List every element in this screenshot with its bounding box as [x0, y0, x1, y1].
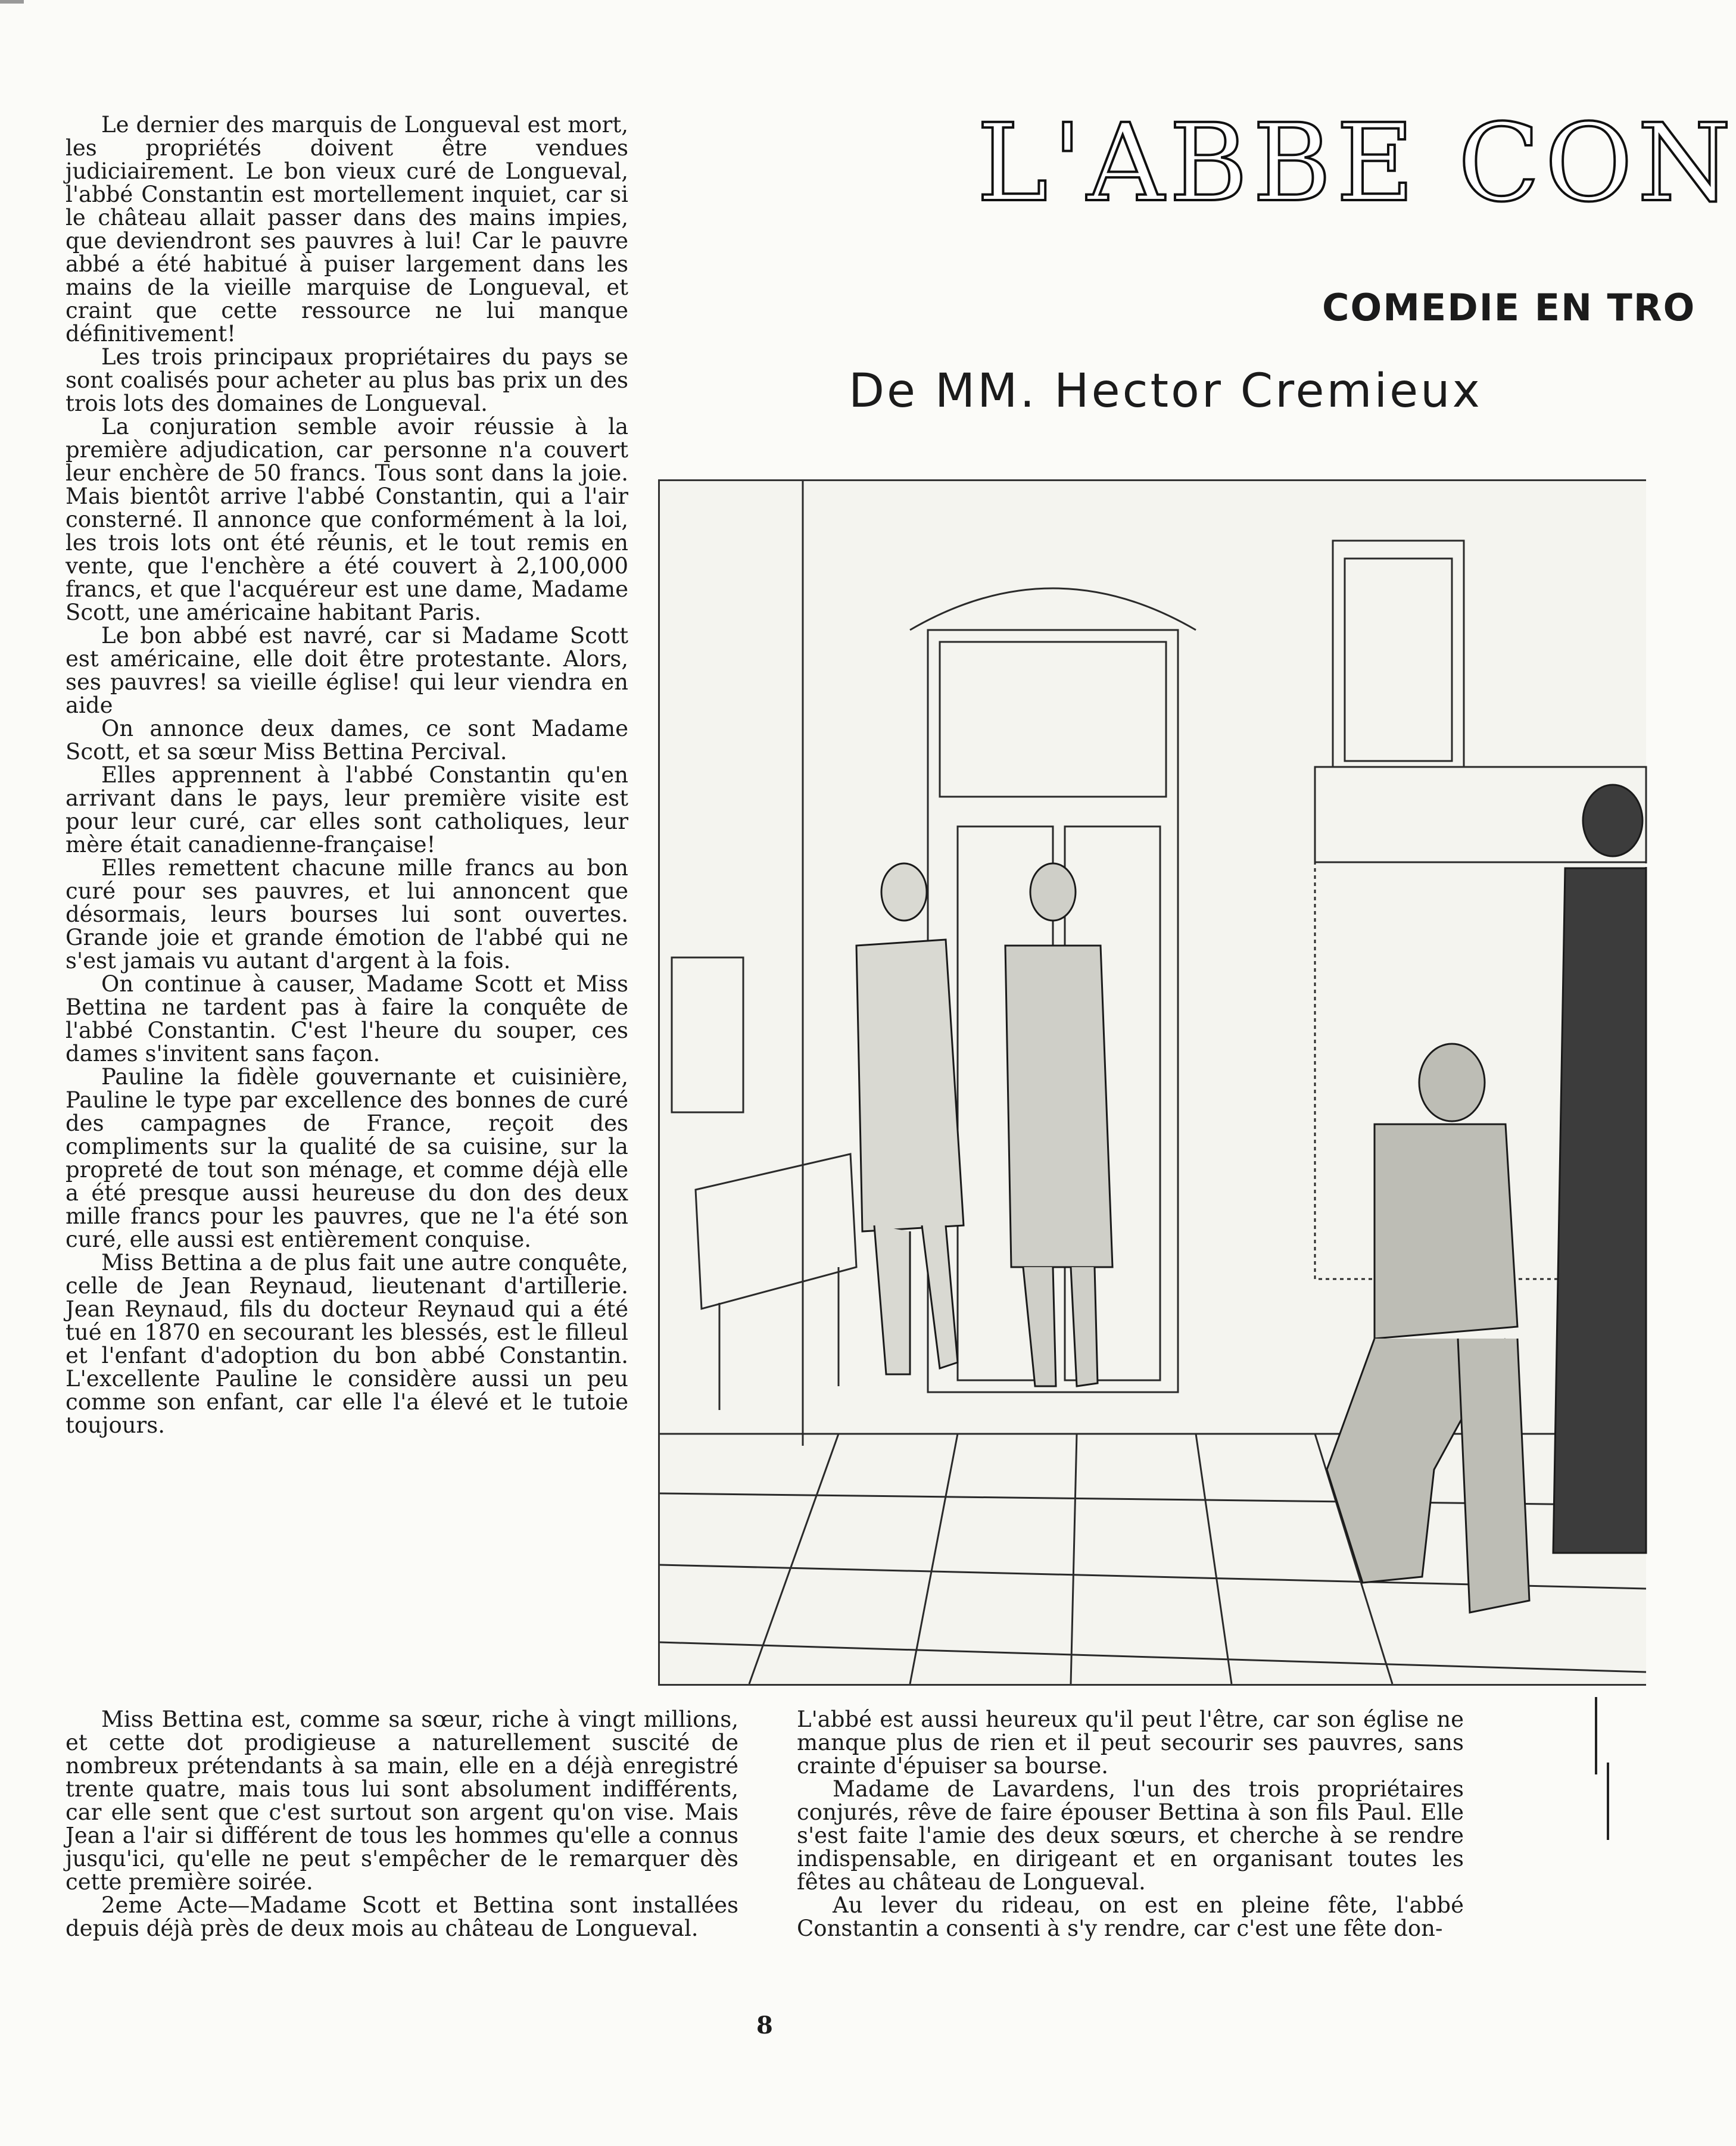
paragraph: Le bon abbé est navré, car si Madame Scott est américaine, elle doit être protestante. Alors, ses pauvres! sa vieille église! qui leur viendra en aide: [66, 623, 628, 718]
paragraph: Miss Bettina est, comme sa sœur, riche à vingt millions, et cette dot prodigieuse a naturellement suscité de nombreux prétendants à sa main, elle en a déjà enregistré trente quatre, mais tous lui sont absolument indifférents, car elle sent que c'est surtout son argent qu'on vise. Mais Jean a l'air si différent de tous les hommes qu'elle a connus jusqu'ici, qu'elle ne peut s'empêcher de le remarquer dès cette première soirée.: [66, 1707, 738, 1895]
article-authors: De MM. Hector Cremieux: [849, 364, 1482, 418]
margin-marks: [1584, 1697, 1620, 1840]
page-number: 8: [756, 2011, 773, 2039]
paragraph: Au lever du rideau, on est en pleine fête, l'abbé Constantin a consenti à s'y rendre, car c'est une fête don-: [797, 1892, 1464, 1941]
left-text-column: [66, 113, 628, 1437]
article-title: L'ABBE CON: [977, 101, 1736, 226]
bottom-right-text-column: [797, 1708, 1464, 1940]
paragraph: 2eme Acte—Madame Scott et Bettina sont installées depuis déjà près de deux mois au château de Longueval.: [66, 1892, 738, 1941]
paragraph: Pauline la fidèle gouvernante et cuisinière, Pauline le type par excellence des bonnes de curé des campagnes de France, reçoit des compliments sur la qualité de sa cuisine, sur la propreté de tout son ménage, et comme déjà elle a été presque aussi heureuse du don des deux mille francs pour les pauvres, que ne l'a été son curé, elle aussi est entièrement conquise.: [66, 1064, 628, 1252]
paragraph: On annonce deux dames, ce sont Madame Scott, et sa sœur Miss Bettina Percival.: [66, 716, 628, 765]
scene-drawing: [660, 481, 1646, 1684]
paragraph: Les trois principaux propriétaires du pays se sont coalisés pour acheter au plus bas prix un des trois lots des domaines de Longueval.: [66, 344, 628, 416]
paragraph: On continue à causer, Madame Scott et Miss Bettina ne tardent pas à faire la conquête de l'abbé Constantin. C'est l'heure du souper, ces dames s'invitent sans façon.: [66, 971, 628, 1066]
engraving-illustration: [658, 479, 1646, 1686]
paragraph: Le dernier des marquis de Longueval est mort, les propriétés doivent être vendues judiciairement. Le bon vieux curé de Longueval, l'abbé Constantin est mortellement inquiet, car si le château allait passer dans des mains impies, que deviendront ses pauvres à lui! Car le pauvre abbé a été habitué à puiser largement dans les mains de la vieille marquise de Longueval, et craint que cette ressource ne lui manque définitivement!: [66, 112, 628, 347]
paragraph: Elles remettent chacune mille francs au bon curé pour ses pauvres, et lui annoncent que désormais, leurs bourses lui sont ouvertes. Grande joie et grande émotion de l'abbé qui ne s'est jamais vu autant d'argent à la fois.: [66, 855, 628, 974]
paragraph: L'abbé est aussi heureux qu'il peut l'être, car son église ne manque plus de rien et il peut secourir ses pauvres, sans crainte d'épuiser sa bourse.: [797, 1707, 1464, 1779]
paragraph: Miss Bettina a de plus fait une autre conquête, celle de Jean Reynaud, lieutenant d'artillerie. Jean Reynaud, fils du docteur Reynaud qui a été tué en 1870 en secourant les blessés, est le filleul et l'enfant d'adoption du bon abbé Constantin. L'excellente Pauline le considère aussi un peu comme son enfant, car elle l'a élevé et le tutoie toujours.: [66, 1250, 628, 1438]
paragraph: Elles apprennent à l'abbé Constantin qu'en arrivant dans le pays, leur première visite est pour leur curé, car elles sont catholiques, leur mère était canadienne-française!: [66, 762, 628, 857]
article-subtitle: COMEDIE EN TRO: [1322, 286, 1696, 329]
paragraph: La conjuration semble avoir réussie à la première adjudication, car personne n'a couvert leur enchère de 50 francs. Tous sont dans la joie. Mais bientôt arrive l'abbé Constantin, qui a l'air consterné. Il annonce que conformément à la loi, les trois lots ont été réunis, et le tout remis en vente, que l'enchère a été couvert à 2,100,000 francs, et que l'acquéreur est une dame, Madame Scott, une américaine habitant Paris.: [66, 414, 628, 625]
page-edge-mark: [0, 0, 24, 4]
paragraph: Madame de Lavardens, l'un des trois propriétaires conjurés, rêve de faire épouser Bettina à son fils Paul. Elle s'est faite l'amie des deux sœurs, et cherche à se rendre indispensable, en dirigeant et en organisant toutes les fêtes au château de Longueval.: [797, 1776, 1464, 1895]
bottom-left-text-column: [66, 1708, 738, 1940]
